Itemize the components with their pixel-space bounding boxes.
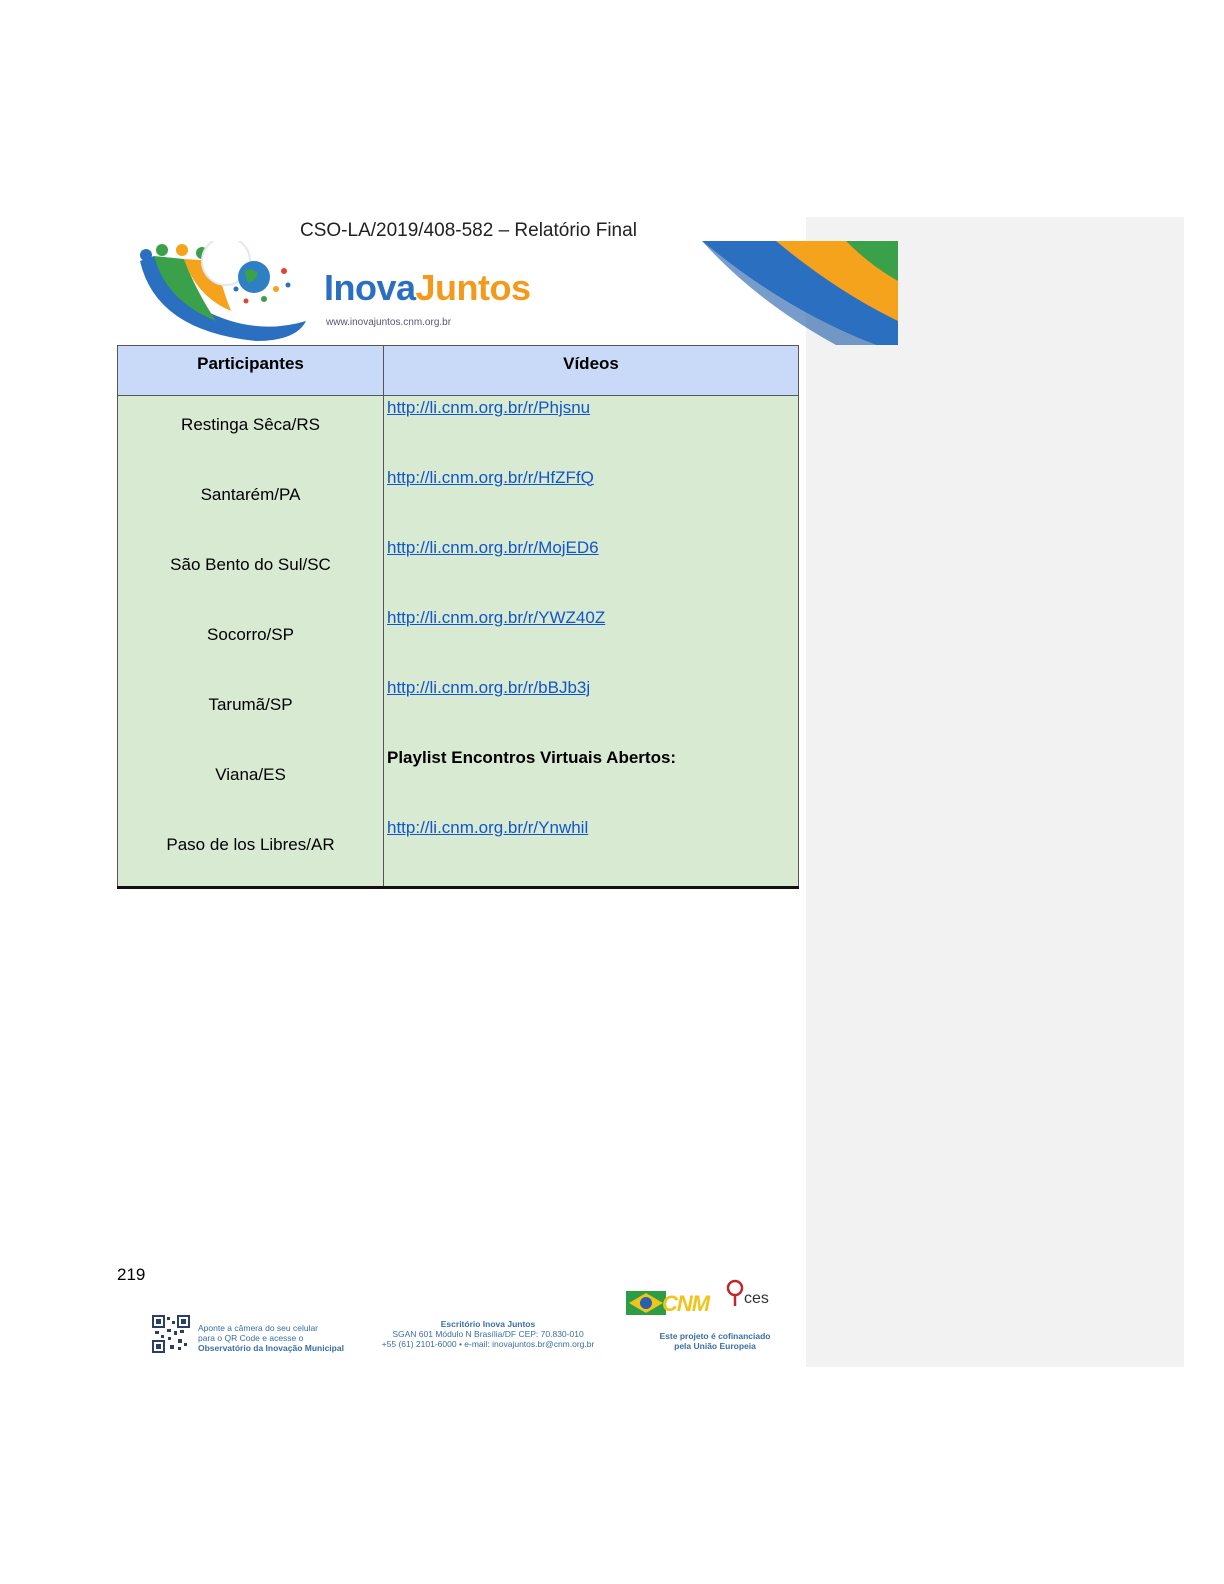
- video-cell: [384, 746, 799, 816]
- table-row: [118, 676, 799, 746]
- ces-logo-icon: [724, 1279, 746, 1307]
- video-link[interactable]: http://li.cnm.org.br/r/HfZFfQ: [387, 467, 594, 487]
- cnm-logo: CNM: [662, 1291, 710, 1316]
- column-header-participants: Participantes: [118, 346, 384, 396]
- comment-pane: [806, 217, 1184, 1367]
- video-cell: [384, 396, 799, 466]
- table-header-row: [118, 346, 799, 396]
- table-row: [118, 606, 799, 676]
- inova-juntos-logo-icon: [140, 241, 306, 341]
- video-cell: [384, 606, 799, 676]
- video-cell: [384, 536, 799, 606]
- ces-logo: ces: [744, 1290, 769, 1307]
- participant-cell: Socorro/SP: [118, 606, 384, 676]
- eu-funding-note: Este projeto é cofinanciado pela União Europeia: [659, 1331, 771, 1351]
- video-cell: [384, 816, 799, 888]
- table-row: [118, 816, 799, 888]
- video-link[interactable]: http://li.cnm.org.br/r/Ynwhil: [387, 817, 589, 837]
- cnm-flag-icon: [626, 1287, 666, 1319]
- participant-cell: Restinga Sêca/RS: [118, 396, 384, 466]
- participant-cell: Santarém/PA: [118, 466, 384, 536]
- video-cell: [384, 676, 799, 746]
- participant-cell: Tarumã/SP: [118, 676, 384, 746]
- video-cell: [384, 466, 799, 536]
- inova-juntos-wordmark: InovaJuntos: [324, 267, 531, 308]
- participant-cell: São Bento do Sul/SC: [118, 536, 384, 606]
- video-link[interactable]: http://li.cnm.org.br/r/Phjsnu: [387, 398, 591, 417]
- videos-table: [117, 345, 799, 889]
- running-header: CSO-LA/2019/408-582 – Relatório Final: [300, 222, 637, 241]
- playlist-label: Playlist Encontros Virtuais Abertos:: [387, 747, 677, 767]
- table-row: [118, 466, 799, 536]
- banner-url: www.inovajuntos.cnm.org.br: [326, 317, 452, 328]
- table-row: [118, 396, 799, 466]
- table-row: [118, 746, 799, 816]
- banner-swoosh: [702, 241, 898, 345]
- participant-cell: Paso de los Libres/AR: [118, 816, 384, 888]
- qr-caption: Aponte a câmera do seu celular para o QR Code e acesse o Observatório da Inovação Municipal: [198, 1323, 344, 1353]
- office-address: Escritório Inova Juntos SGAN 601 Módulo N Brasília/DF CEP: 70.830-010 +55 (61) 2101-6000 • e-mail: inovajuntos.br@cnm.org.br: [381, 1319, 595, 1349]
- participant-cell: Viana/ES: [118, 746, 384, 816]
- column-header-videos: Vídeos: [384, 346, 799, 396]
- table-row: [118, 536, 799, 606]
- qr-code-icon: [152, 1315, 190, 1353]
- video-link[interactable]: http://li.cnm.org.br/r/bBJb3j: [387, 677, 591, 697]
- page-number: 219: [117, 1265, 146, 1284]
- video-link[interactable]: http://li.cnm.org.br/r/MojED6: [387, 537, 599, 557]
- video-link[interactable]: http://li.cnm.org.br/r/YWZ40Z: [387, 607, 606, 627]
